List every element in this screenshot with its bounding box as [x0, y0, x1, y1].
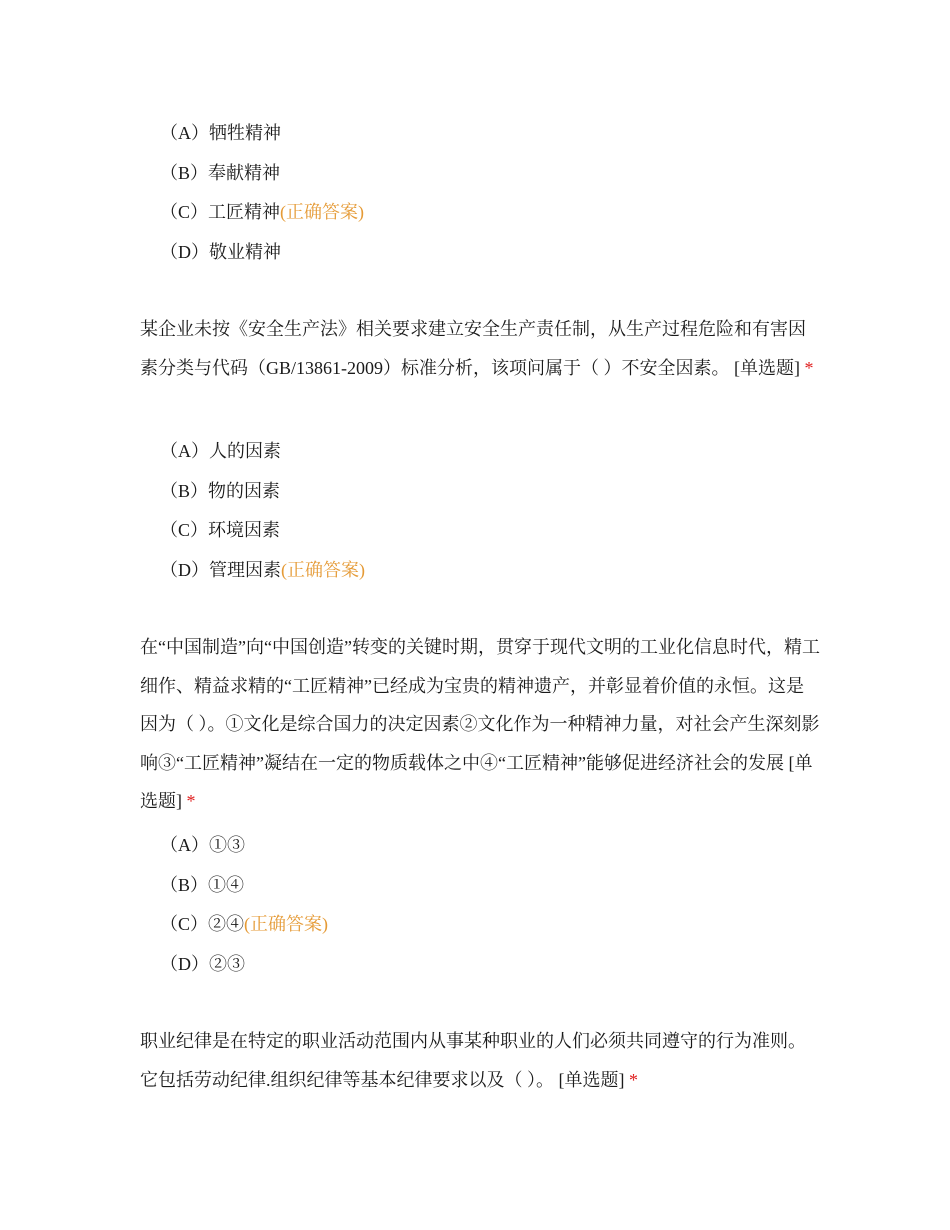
option-text: ①③ [209, 835, 245, 855]
option-list-q0 [160, 114, 364, 272]
option-list-q2 [160, 826, 328, 984]
option-letter: （B） [160, 874, 209, 895]
option-text: 奉献精神 [208, 162, 281, 183]
option-text: 敬业精神 [209, 241, 281, 262]
option-b[interactable] [160, 866, 328, 906]
option-letter: （C） [160, 520, 209, 541]
option-letter: （C） [160, 202, 209, 223]
option-letter: （B） [160, 162, 209, 183]
option-text: 管理因素 [209, 559, 281, 580]
option-d[interactable] [160, 551, 365, 591]
required-mark: * [804, 357, 814, 378]
option-text: 环境因素 [208, 520, 281, 541]
option-d[interactable] [160, 945, 328, 985]
question-body: 某企业未按《安全生产法》相关要求建立安全生产责任制，从生产过程危险和有害因素分类与代码（GB/13861-2009）标准分析，该项问属于（ ）不安全因素。 [140, 319, 806, 378]
question-type: [单选题] [734, 357, 800, 378]
option-text: ①④ [208, 874, 245, 895]
option-a[interactable] [160, 826, 328, 866]
option-letter: （D） [160, 559, 209, 580]
option-letter: （A） [160, 835, 209, 855]
option-letter: （D） [160, 241, 209, 262]
question-type: [单选题] [558, 1069, 625, 1090]
option-c[interactable] [160, 905, 328, 945]
question-type: [单选题] [140, 752, 813, 811]
option-letter: （A） [160, 441, 209, 461]
option-letter: （A） [160, 123, 209, 143]
option-letter: （C） [160, 914, 209, 935]
option-text: 人的因素 [209, 441, 281, 461]
option-letter: （D） [160, 953, 209, 974]
option-a[interactable] [160, 114, 364, 154]
question-body: 职业纪律是在特定的职业活动范围内从事某种职业的人们必须共同遵守的行为准则。它包括劳动纪律.组织纪律等基本纪律要求以及（ ）。 [140, 1031, 806, 1090]
option-text: ②④ [208, 914, 245, 935]
correct-answer-tag: (正确答案) [244, 914, 329, 935]
option-letter: （B） [160, 480, 209, 501]
question-text-q2 [140, 628, 820, 821]
option-b[interactable] [160, 154, 364, 194]
option-text: 物的因素 [208, 480, 281, 501]
option-text: ②③ [209, 953, 245, 974]
option-a[interactable] [160, 432, 365, 472]
question-text-q3 [140, 1022, 820, 1099]
option-text: 牺牲精神 [209, 123, 281, 143]
option-text: 工匠精神 [208, 202, 281, 223]
option-c[interactable] [160, 193, 364, 233]
question-body: 在“中国制造”向“中国创造”转变的关键时期，贯穿于现代文明的工业化信息时代，精工细作、精益求精的“工匠精神”已经成为宝贵的精神遗产，并彰显着价值的永恒。这是因为（ ）。①文化是综合国力的决定因素②文化作为一种精神力量，对社会产生深刻影响③“工匠精神”凝结在一定的物质载体之中④“工匠精神”能够促进经济社会的发展 [140, 637, 820, 773]
correct-answer-tag: (正确答案) [281, 559, 365, 580]
required-mark: * [186, 791, 196, 811]
option-c[interactable] [160, 511, 365, 551]
question-text-q1 [140, 310, 820, 387]
option-list-q1 [160, 432, 365, 590]
correct-answer-tag: (正确答案) [280, 202, 365, 223]
option-b[interactable] [160, 472, 365, 512]
required-mark: * [629, 1069, 638, 1090]
option-d[interactable] [160, 233, 364, 273]
